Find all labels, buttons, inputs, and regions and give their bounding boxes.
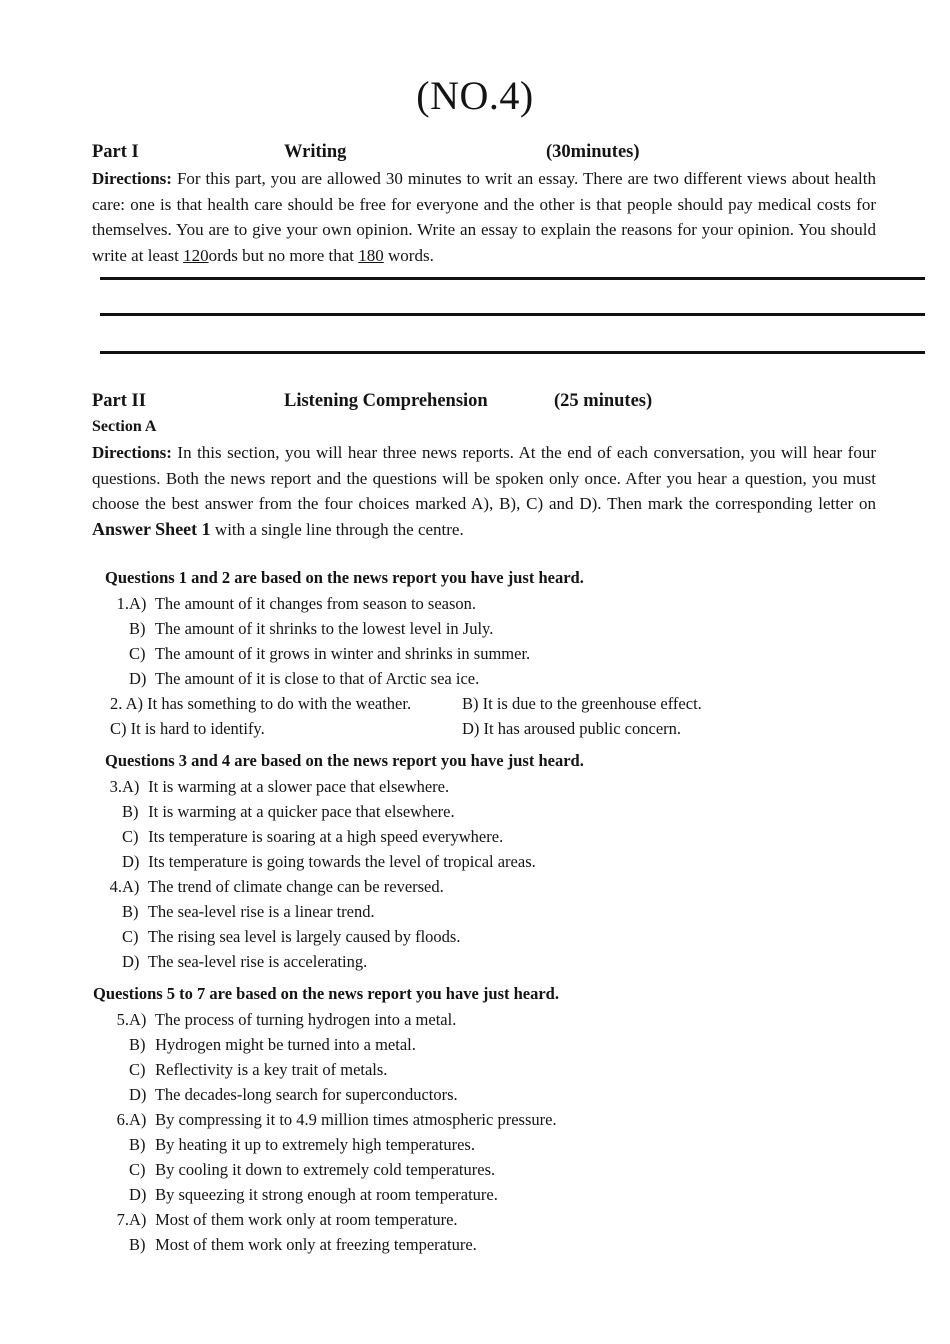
- answer-option[interactable]: [110, 616, 493, 641]
- answer-sheet-label: Answer Sheet 1: [92, 518, 211, 539]
- answer-option-row[interactable]: [110, 691, 702, 716]
- part-one-directions: [92, 166, 876, 268]
- directions-text-2: with a single line through the centre.: [210, 519, 464, 539]
- answer-option[interactable]: [110, 1107, 557, 1132]
- option-text: Its temperature is soaring at a high speed everywhere.: [144, 827, 504, 846]
- answer-option[interactable]: [110, 1182, 498, 1207]
- option-letter: B): [122, 902, 139, 921]
- option-text: The amount of it is close to that of Arctic sea ice.: [151, 669, 480, 688]
- option-letter: B): [129, 619, 146, 638]
- option-letter: A): [129, 1110, 147, 1129]
- option-letter: A): [129, 594, 147, 613]
- option-text: By squeezing it strong enough at room temperature.: [151, 1185, 498, 1204]
- option-letter: C): [129, 644, 146, 663]
- answer-option[interactable]: [103, 849, 536, 874]
- writing-rule-1: [100, 277, 925, 280]
- option-letter: C): [129, 1160, 146, 1179]
- option-text: Most of them work only at freezing temperature.: [151, 1235, 477, 1254]
- part-two-label: Part II: [92, 391, 146, 411]
- answer-option[interactable]: [110, 1082, 458, 1107]
- option-text: Its temperature is going towards the level of tropical areas.: [144, 852, 536, 871]
- question-number: 3.: [109, 777, 122, 796]
- directions-label: Directions:: [92, 169, 172, 188]
- answer-option[interactable]: [103, 824, 503, 849]
- answer-option[interactable]: [103, 899, 375, 924]
- option-text: It is warming at a quicker pace that elsewhere.: [144, 802, 455, 821]
- max-word-count: 180: [358, 245, 384, 265]
- option-text: The sea-level rise is a linear trend.: [144, 902, 375, 921]
- answer-option[interactable]: [110, 1207, 458, 1232]
- directions-text-2: ords but no more that: [208, 245, 359, 265]
- question-number: 5.: [116, 1010, 129, 1029]
- directions-label: Directions:: [92, 443, 172, 462]
- part-two-time: (25 minutes): [554, 391, 653, 411]
- option-text: Most of them work only at room temperature.: [151, 1210, 458, 1229]
- question-number: 6.: [116, 1110, 129, 1129]
- directions-text-1: In this section, you will hear three news reports. At the end of each conversation, you will hear four questions. Both the news report and the questions will be spoken only once. After you hear a question, you must choose the best answer from the four choices marked A), B), C) and D). Then mark the corresponding letter on: [92, 443, 876, 513]
- option-text: Reflectivity is a key trait of metals.: [151, 1060, 388, 1079]
- answer-option[interactable]: [103, 799, 455, 824]
- option-letter: A): [129, 1010, 147, 1029]
- option-text: It is hard to identify.: [126, 719, 265, 738]
- option-text: The amount of it shrinks to the lowest level in July.: [151, 619, 494, 638]
- answer-option[interactable]: [110, 1057, 387, 1082]
- option-text: The rising sea level is largely caused by floods.: [144, 927, 461, 946]
- section-a-label: Section A: [92, 418, 157, 435]
- question-number: 4.: [109, 877, 122, 896]
- option-letter: D): [122, 952, 140, 971]
- question-group-heading: Questions 3 and 4 are based on the news report you have just heard.: [105, 751, 584, 770]
- answer-option[interactable]: [110, 1132, 475, 1157]
- option-letter: B): [129, 1235, 146, 1254]
- answer-option[interactable]: [103, 924, 460, 949]
- option-text: It has something to do with the weather.: [143, 694, 412, 713]
- directions-text-3: words.: [383, 245, 434, 265]
- option-text: The process of turning hydrogen into a metal.: [151, 1010, 457, 1029]
- option-letter: D): [122, 852, 140, 871]
- option-letter: D): [129, 669, 147, 688]
- option-text: By heating it up to extremely high temperatures.: [151, 1135, 475, 1154]
- writing-rule-2: [100, 313, 925, 316]
- option-letter: D): [129, 1185, 147, 1204]
- option-letter: A): [129, 1210, 147, 1229]
- answer-option[interactable]: [462, 716, 681, 741]
- option-text: The sea-level rise is accelerating.: [144, 952, 368, 971]
- option-text: It has aroused public concern.: [479, 719, 682, 738]
- part-one-label: Part I: [92, 142, 139, 162]
- question-number: 1.: [116, 594, 129, 613]
- part-two-title: Listening Comprehension: [284, 391, 488, 411]
- option-letter: B): [122, 802, 139, 821]
- option-letter: C): [122, 827, 139, 846]
- option-letter: C): [129, 1060, 146, 1079]
- question-number: 7.: [116, 1210, 129, 1229]
- answer-option[interactable]: [110, 591, 476, 616]
- answer-option[interactable]: [103, 949, 367, 974]
- answer-option-row[interactable]: [110, 716, 681, 741]
- answer-option[interactable]: [110, 691, 462, 716]
- option-letter: B): [129, 1035, 146, 1054]
- option-letter: B): [129, 1135, 146, 1154]
- part-one-title: Writing: [284, 142, 347, 162]
- part-one-header: [92, 140, 876, 164]
- option-text: The trend of climate change can be reversed.: [144, 877, 444, 896]
- option-text: Hydrogen might be turned into a metal.: [151, 1035, 416, 1054]
- answer-option[interactable]: [110, 1007, 456, 1032]
- question-number: 2.: [110, 694, 123, 713]
- option-text: By compressing it to 4.9 million times atmospheric pressure.: [151, 1110, 557, 1129]
- option-text: It is due to the greenhouse effect.: [478, 694, 702, 713]
- directions-text-1: For this part, you are allowed 30 minutes to writ an essay. There are two different views about health care: one is that health care should be free for everyone and the other is that people should pay medical costs for themselves. You are to give your own opinion. Write an essay to explain the reasons for your opinion. You should write at least: [92, 169, 876, 265]
- question-group-heading: Questions 1 and 2 are based on the news report you have just heard.: [105, 568, 584, 587]
- answer-option[interactable]: [110, 641, 530, 666]
- option-text: The decades-long search for superconductors.: [151, 1085, 458, 1104]
- answer-option[interactable]: [462, 691, 702, 716]
- question-group-heading: Questions 5 to 7 are based on the news report you have just heard.: [93, 984, 559, 1003]
- writing-rule-3: [100, 351, 925, 354]
- option-text: The amount of it changes from season to season.: [151, 594, 477, 613]
- option-letter: D): [462, 719, 480, 738]
- option-letter: A): [122, 777, 140, 796]
- page-title: (NO.4): [416, 73, 534, 118]
- min-word-count: 120: [183, 245, 209, 265]
- option-text: The amount of it grows in winter and shrinks in summer.: [151, 644, 531, 663]
- option-letter: A): [122, 877, 140, 896]
- option-letter: C): [110, 719, 127, 738]
- answer-option[interactable]: [110, 1232, 477, 1257]
- answer-option[interactable]: [110, 1157, 495, 1182]
- part-two-header: [92, 389, 876, 413]
- answer-option[interactable]: [110, 716, 462, 741]
- option-text: By cooling it down to extremely cold temperatures.: [151, 1160, 496, 1179]
- option-letter: C): [122, 927, 139, 946]
- part-two-directions: [92, 440, 876, 542]
- answer-option[interactable]: [110, 666, 479, 691]
- option-letter: A): [122, 694, 143, 713]
- option-letter: B): [462, 694, 479, 713]
- part-one-time: (30minutes): [546, 142, 640, 162]
- option-text: It is warming at a slower pace that elsewhere.: [144, 777, 450, 796]
- answer-option[interactable]: [110, 1032, 416, 1057]
- answer-option[interactable]: [103, 774, 449, 799]
- option-letter: D): [129, 1085, 147, 1104]
- answer-option[interactable]: [103, 874, 444, 899]
